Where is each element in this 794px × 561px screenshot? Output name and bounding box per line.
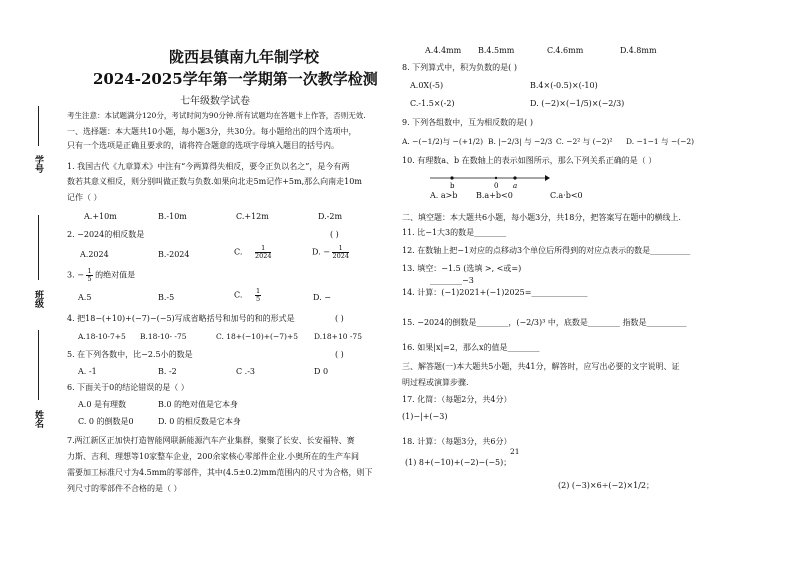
q3-option-a: A.5	[78, 293, 92, 302]
margin-name: 姓名	[33, 410, 43, 428]
q8-option-d: D. (−2)×(−1/5)×(−2/3)	[530, 99, 625, 108]
q17: 17. 化简：（每题2分，共4分）	[402, 395, 512, 404]
q10-option-c: C.a·b<0	[550, 191, 583, 200]
q11: 11. 比−1大3的数是________	[402, 228, 507, 237]
q8-option-a: A.0X(-5)	[410, 81, 444, 90]
q7-option-d: D.4.8mm	[620, 46, 657, 55]
section-3-heading: 三、解答题(一)本大题共5小题，共41分，解答时，应写出必要的文字说明、证	[402, 362, 680, 371]
q7-line1: 7.两江新区正加快打造智能网联新能源汽车产业集群，聚聚了长安、长安福特、赛	[67, 436, 355, 445]
margin-line-2	[38, 215, 39, 280]
q16: 16. 如果|x|=2，那么x的值是________	[402, 343, 540, 352]
q8-option-b: B.4×(-0.5)×(-10)	[530, 81, 598, 90]
q7-line3: 需要加工标准尺寸为4.5mm的零部件，其中(4.5±0.2)mm范围内的尺寸为合格，则下	[67, 468, 373, 477]
q10-option-b: B.a+b<0	[476, 191, 513, 200]
q7-option-a: A.4.4mm	[425, 46, 462, 55]
q1-option-c: C.+12m	[236, 212, 269, 221]
q5-stem: 5. 在下列各数中，比−2.5小的数是	[67, 350, 193, 359]
q10-option-a: A. a>b	[430, 191, 458, 200]
q12: 12. 在数轴上把−1对应的点移动3个单位后所得到的对应点表示的数是__________	[402, 246, 691, 255]
q5-option-b: B. -2	[158, 367, 177, 376]
q6-option-b: B.0 的绝对值是它本身	[158, 400, 239, 409]
q9-option-b: B. |−2/3| 与 −2/3	[488, 137, 553, 146]
q8-stem: 8. 下列算式中，积为负数的是( )	[402, 63, 517, 72]
q3-option-c: C. $\frac{1}{5}$	[234, 287, 261, 303]
q4-stem: 4. 把18−(+10)+(−7)−(−5)写成省略括号和加号的和的形式是	[67, 314, 295, 323]
q18-part2: (2) (−3)×6÷(−2)×1/2；	[558, 481, 655, 490]
section-1-heading: 一、选择题：本大题共10小题，每小题3分，共30分。每小题给出的四个选项中，	[67, 127, 357, 136]
section-2-heading: 二、填空题：本大题共6小题，每小题3分，共18分，把答案写在题中的横线上.	[402, 213, 681, 222]
q6-option-d: D. 0 的相反数是它本身	[158, 417, 241, 426]
q5-paren: ( )	[335, 350, 344, 359]
section-1-heading-cont: 只有一个选项是正确且要求的，请将符合题意的选项字母填入题目的括号内。	[67, 141, 339, 150]
label-a: a	[513, 182, 518, 190]
q17-part1: (1)−|+(−3)	[402, 412, 448, 421]
section-3-heading-cont: 明过程或演算步骤.	[402, 378, 469, 387]
q2-paren: ( )	[330, 230, 339, 239]
q9-option-d: D. −1−1 与 −(−2)	[626, 137, 695, 146]
q6-stem: 6. 下面关于0的结论错误的是（ ）	[67, 383, 189, 392]
q1-line2: 数若其意义相反，则分别叫做正数与负数.如果向北走5m记作+5m,那么向南走10m	[67, 177, 362, 186]
q3-option-d: D. −	[313, 293, 331, 302]
q6-option-a: A.0 是有理数	[78, 400, 126, 409]
q2-option-c: C. $\frac{1}{2024}$	[234, 244, 272, 260]
q2-stem: 2. −2024的相反数是	[67, 230, 145, 239]
q1-option-d: D.-2m	[318, 212, 343, 221]
q2-option-a: A.2024	[80, 250, 109, 259]
school-title: 陇西县镇南九年制学校	[169, 48, 320, 66]
q15: 15. −2024的倒数是________，(−2/3)³ 中，底数是________ 指数是__________	[402, 318, 687, 327]
q14: 14. 计算：(−1)2021+(−1)2025=______________	[402, 288, 588, 297]
exam-title: 2024-2025学年第一学期第一次教学检测	[93, 70, 378, 88]
q8-option-c: C.-1.5×(-2)	[410, 99, 455, 108]
q5-option-c: C .-3	[236, 367, 255, 376]
q18-note: 21	[510, 447, 520, 456]
q7-line2: 力斯、吉利、理想等10家整车企业，200余家核心零部件企业.小奥所在的生产车间	[67, 452, 359, 461]
q9-option-a: A. −(−1/2)与 −(+1/2)	[402, 137, 484, 146]
q1-line3: 记作（ ）	[67, 193, 102, 202]
margin-line-1	[38, 106, 39, 146]
q6-option-c: C. 0 的倒数是0	[78, 417, 134, 426]
q4-option-a: A.18-10-7+5	[78, 332, 126, 341]
q3-option-b: B.-5	[158, 293, 175, 302]
q5-option-d: D 0	[314, 367, 329, 376]
margin-class: 班级	[33, 290, 43, 308]
q4-option-b: B.18-10- -75	[140, 332, 187, 341]
point-a	[513, 176, 516, 179]
q1-line1: 1. 我国古代《九章算术》中注有“今两算得失相反，要令正负以名之”，是今有两	[67, 162, 350, 171]
q5-option-a: A. -1	[78, 367, 97, 376]
q2-option-d: D. − $\frac{1}{2024}$	[312, 244, 350, 260]
point-0	[495, 177, 497, 179]
margin-line-3	[38, 330, 39, 400]
q7-line4: 列尺寸的零部件不合格的是（ ）	[67, 484, 182, 493]
q18-part1: (1) 8+(−10)+(−2)−(−5)；	[405, 458, 512, 467]
q18: 18. 计算：（每题3分，共6分）	[402, 437, 512, 446]
q7-option-b: B.4.5mm	[478, 46, 515, 55]
q4-paren: ( )	[335, 314, 344, 323]
q2-option-b: B.-2024	[158, 250, 190, 259]
exam-notice: 考生注意：本试题满分120分，考试时间为90分钟.所有试题均在答题卡上作答，否则无效.	[67, 111, 366, 120]
point-b	[450, 176, 453, 179]
q10-stem: 10. 有理数a、b 在数轴上的表示如图所示，那么下列关系正确的是（ ）	[402, 156, 657, 165]
q4-option-c: C. 18+(−10)+(−7)+5	[216, 332, 298, 341]
q3-stem: 3. − $\frac{1}{5}$ 的绝对值是	[67, 267, 136, 283]
q4-option-d: D.18+10 -75	[314, 332, 362, 341]
label-b: b	[450, 182, 455, 190]
q9-option-c: C. −2² 与 (−2)²	[556, 137, 613, 146]
q1-option-a: A.+10m	[84, 212, 117, 221]
q13: 13. 填空：−1.5 (选填 >, <或=)	[402, 264, 522, 273]
margin-student-no: 学号	[33, 155, 43, 173]
subject-title: 七年级数学试卷	[180, 96, 250, 107]
number-line-arrow	[545, 175, 550, 181]
q1-option-b: B.-10m	[158, 212, 187, 221]
q13-blank: ________−3	[430, 276, 474, 285]
q7-option-c: C.4.6mm	[547, 46, 584, 55]
label-0: 0	[494, 182, 499, 190]
q9-stem: 9. 下列各组数中，互为相反数的是( )	[402, 118, 533, 127]
